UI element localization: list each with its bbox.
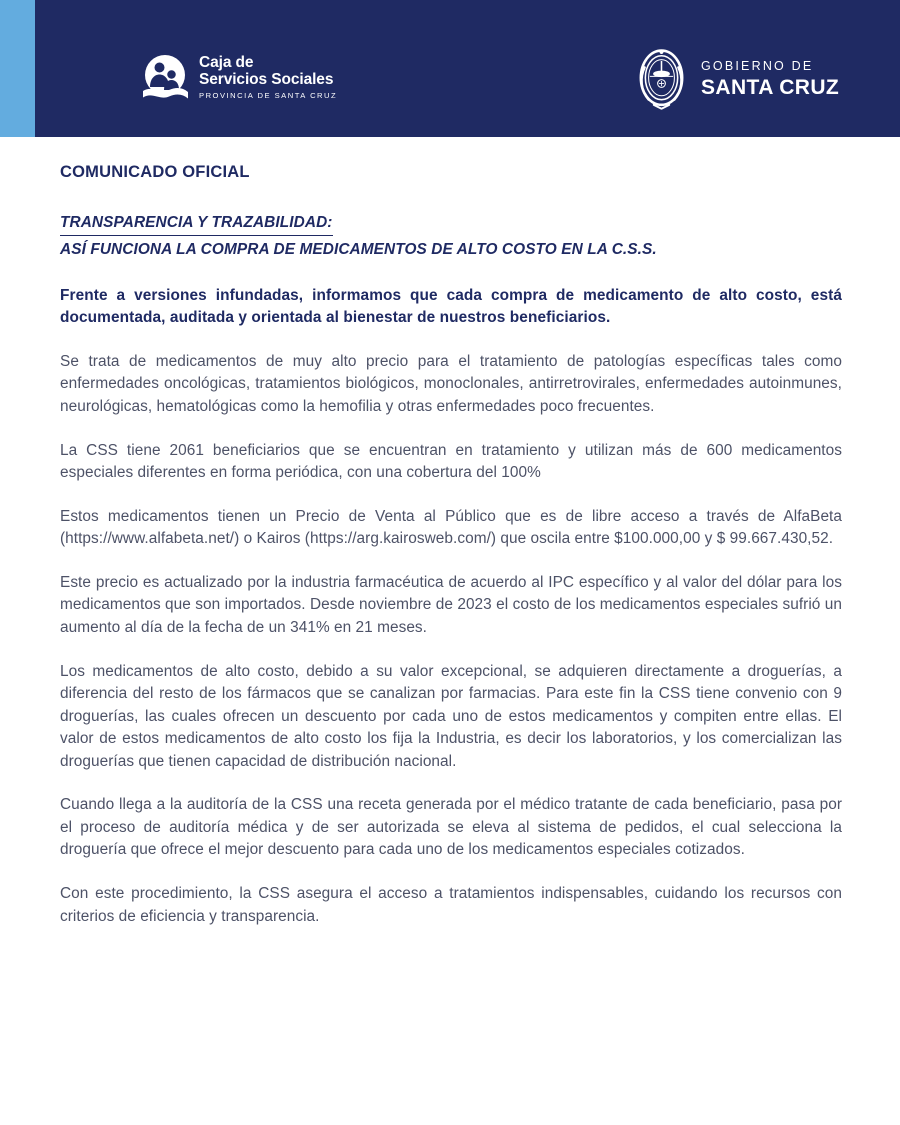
paragraph-auditoria: Cuando llega a la auditoría de la CSS una receta generada por el médico tratante de cada beneficiario, pasa por el proceso de auditoría médica y de ser autorizada se eleva al sistema de pedidos, el cual selecciona la droguería que ofrece el mejor descuento para cada uno de los medicamentos especiales cotizados.	[60, 796, 842, 859]
paragraph-beneficiarios: La CSS tiene 2061 beneficiarios que se encuentran en tratamiento y utilizan más de 600 medicamentos especiales diferentes en forma periódica, con una cobertura del 100%	[60, 441, 842, 482]
paragraph-patologias: Se trata de medicamentos de muy alto precio para el tratamiento de patologías específicas tales como enfermedades oncológicas, tratamientos biológicos, monoclonales, antirretrovirales, enfermedades autoinmunes, neurológicas, hematológicas como la hemofilia y otras enfermedades poco frecuentes.	[60, 352, 842, 415]
logo-line-santa-cruz: SANTA CRUZ	[701, 76, 840, 100]
logo-line-gobierno-de: GOBIERNO DE	[701, 58, 814, 73]
paragraph-precio-venta: Estos medicamentos tienen un Precio de Venta al Público que es de libre acceso a través de AlfaBeta (https://www.alfabeta.net/) o Kairos (https://arg.kairosweb.com/) que oscila entre $100.000,00 y $ 99.667.430,52.	[60, 507, 842, 548]
paragraph-droguerias: Los medicamentos de alto costo, debido a su valor excepcional, se adquieren directamente a droguerías, a diferencia del resto de los fármacos que se canalizan por farmacias. Para este fin la CSS tiene convenio con 9 droguerías, las cuales ofrecen un descuento por cada uno de estos medicamentos y compiten entre ellas. El valor de estos medicamentos de alto costo los fija la Industria, es decir los laboratorios, y los comercializan las droguerías que tienen capacidad de distribución nacional.	[60, 662, 842, 770]
paragraph-cierre: Con este procedimiento, la CSS asegura el acceso a tratamientos indispensables, cuidando los recursos con criterios de eficiencia y transparencia.	[60, 885, 842, 925]
page-header	[0, 0, 900, 137]
subtitle-line-2: ASÍ FUNCIONA LA COMPRA DE MEDICAMENTOS DE ALTO COSTO EN LA C.S.S.	[60, 240, 657, 258]
document-subtitle	[60, 212, 842, 261]
page-title: COMUNICADO OFICIAL	[60, 163, 250, 181]
logo-line-caja: Caja de	[199, 53, 254, 71]
logo-line-servicios-sociales: Servicios Sociales	[199, 71, 334, 89]
caja-servicios-sociales-wordmark	[199, 55, 337, 100]
logo-line-provincia: PROVINCIA DE SANTA CRUZ	[199, 90, 338, 100]
header-content	[35, 0, 900, 137]
santa-cruz-coat-of-arms-icon	[635, 48, 688, 110]
caja-servicios-sociales-logo	[140, 52, 337, 102]
gobierno-santa-cruz-wordmark	[701, 60, 839, 99]
paragraph-actualizacion-ipc: Este precio es actualizado por la industria farmacéutica de acuerdo al IPC específico y al valor del dólar para los medicamentos que son importados. Desde noviembre de 2023 el costo de los medicamentos especiales sufrió un aumento al día de la fecha de un 341% en 21 meses.	[60, 573, 842, 636]
paragraph-lead: Frente a versiones infundadas, informamos que cada compra de medicamento de alto costo, está documentada, auditada y orientada al bienestar de nuestros beneficiarios.	[60, 286, 842, 327]
gobierno-santa-cruz-logo	[635, 48, 839, 110]
subtitle-line-1: TRANSPARENCIA Y TRAZABILIDAD:	[60, 212, 333, 236]
caja-servicios-sociales-emblem	[140, 52, 190, 102]
header-accent-stripe	[0, 0, 35, 137]
document-body	[60, 137, 842, 928]
